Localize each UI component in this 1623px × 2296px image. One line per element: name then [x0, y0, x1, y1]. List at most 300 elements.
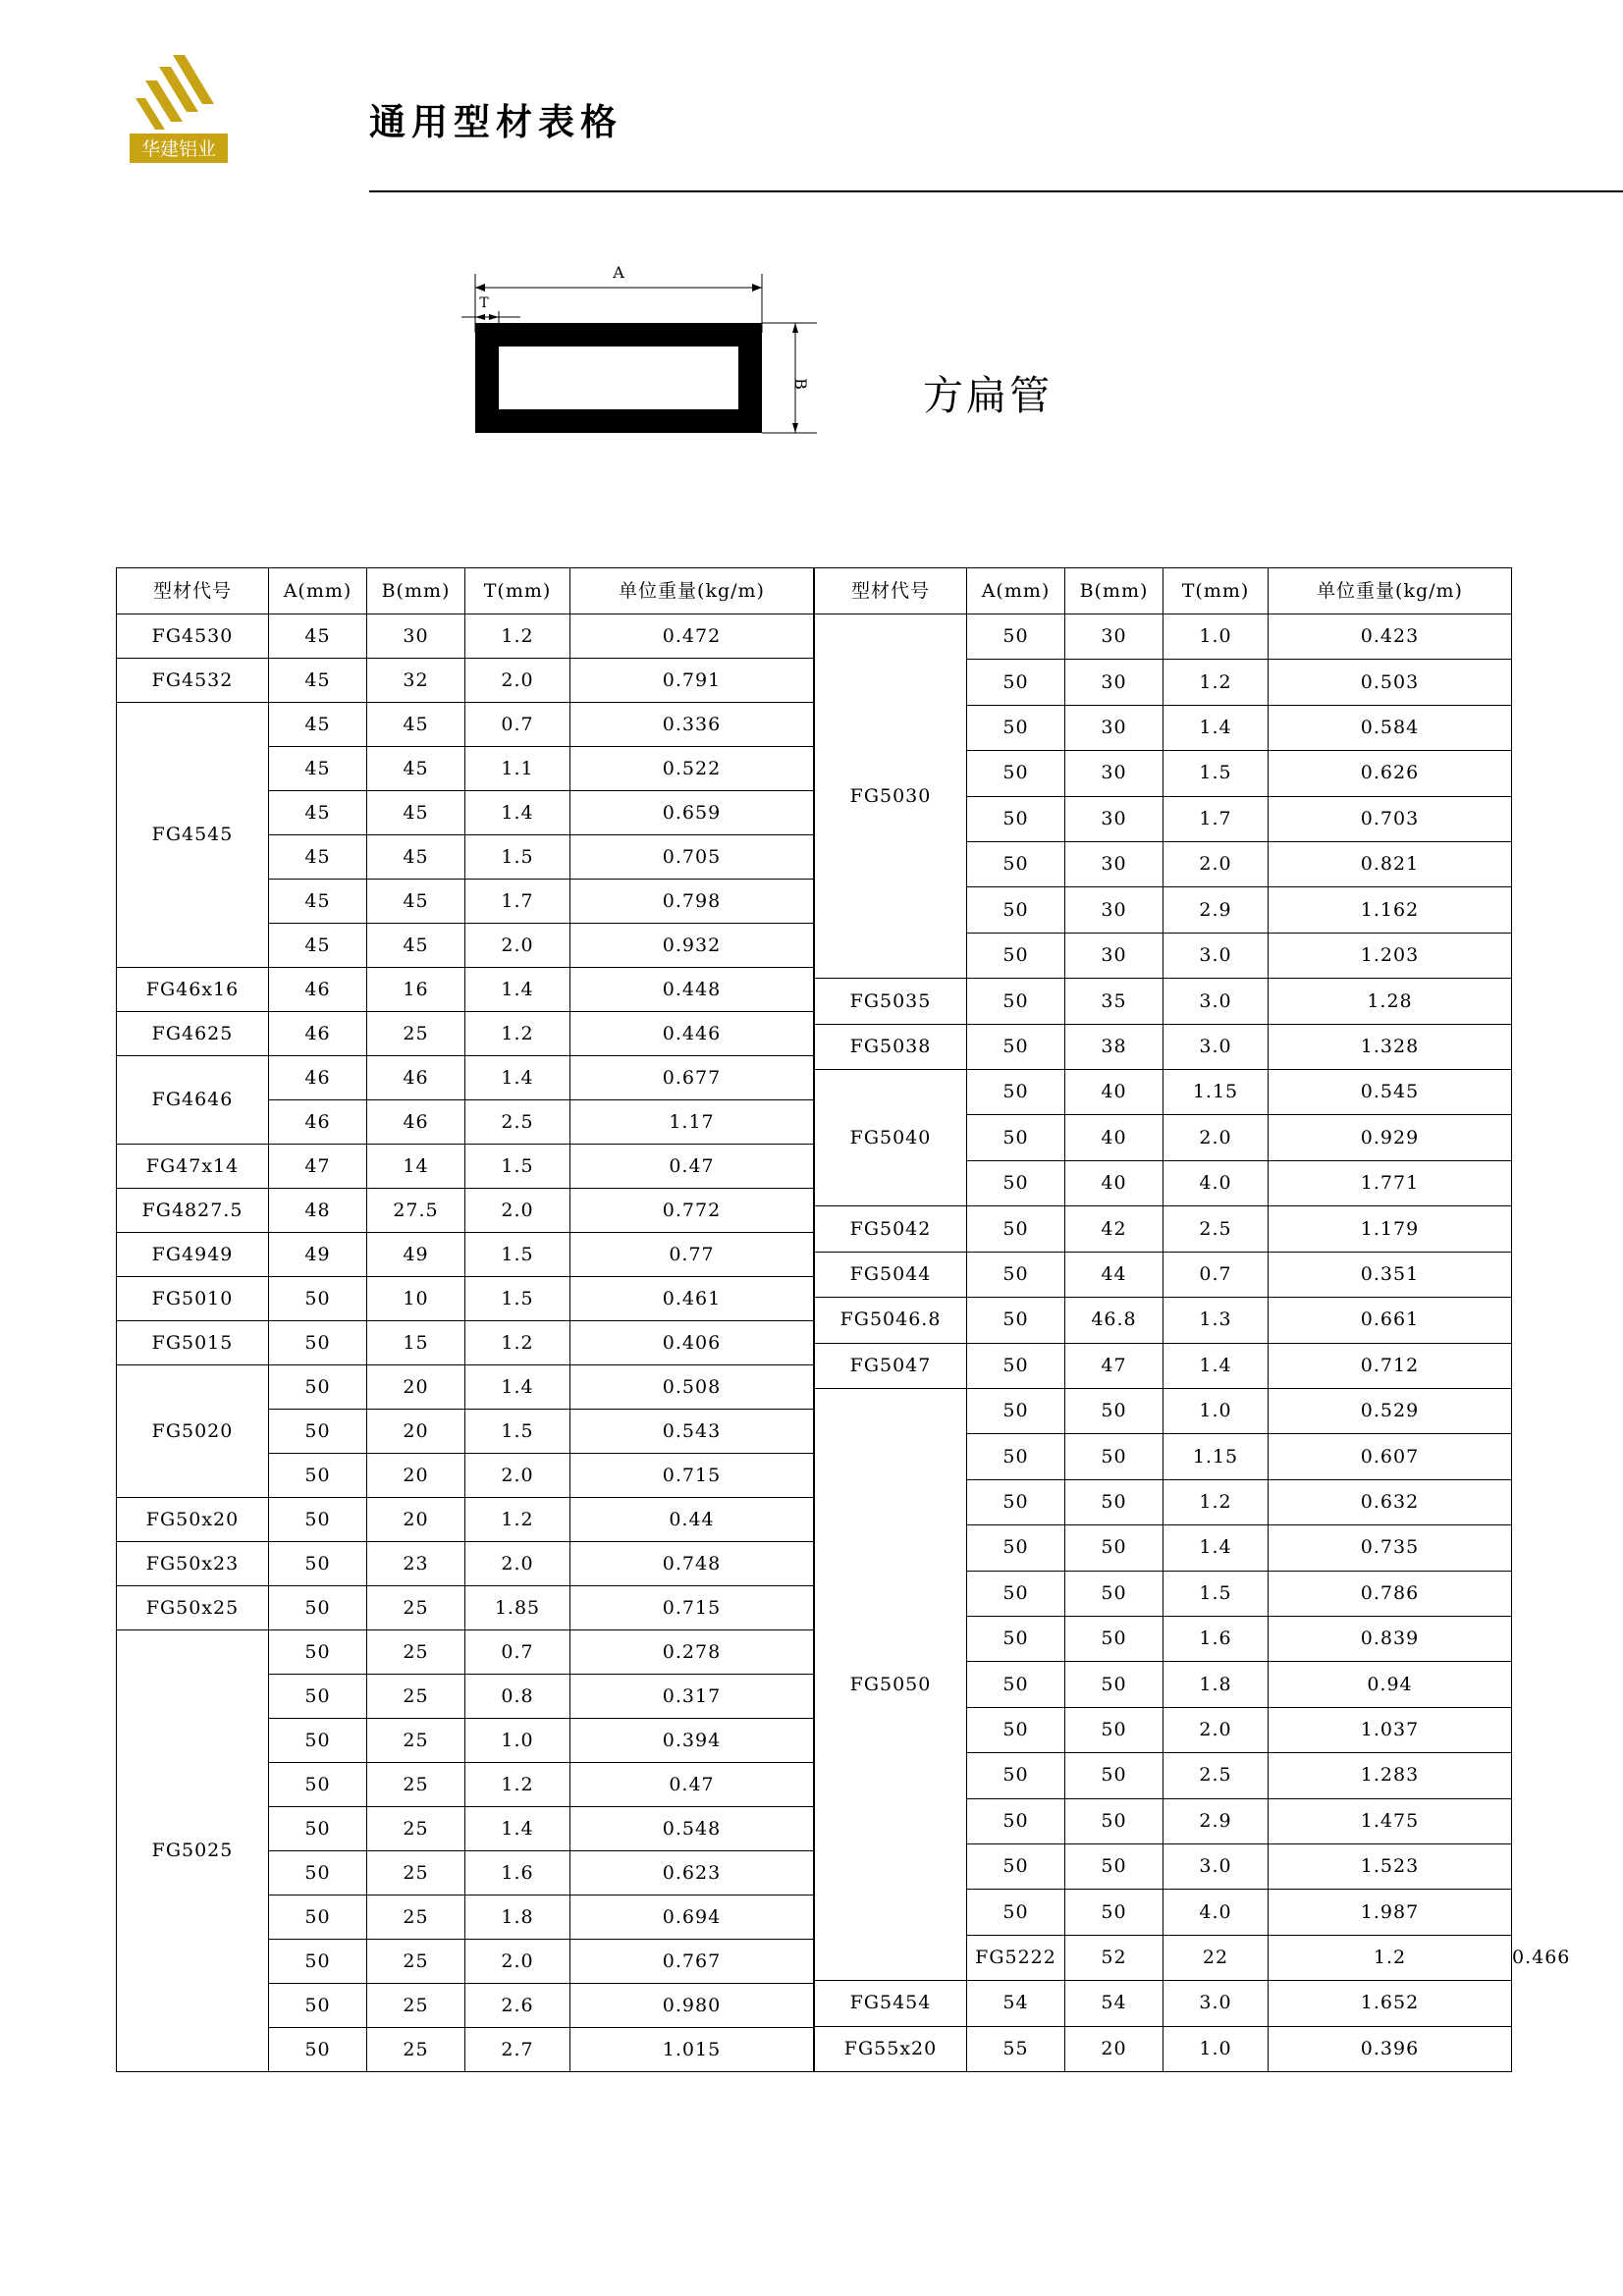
cell-dimension-b: 50 [1065, 1616, 1163, 1661]
cell-unit-weight: 1.17 [570, 1100, 814, 1145]
cell-dimension-a: 50 [967, 1707, 1065, 1752]
table-body-left [117, 614, 814, 2072]
company-logo-icon [116, 51, 242, 167]
cell-dimension-a: 50 [269, 1807, 367, 1851]
cell-dimension-a: 54 [967, 1981, 1065, 2026]
col-header-b: B(mm) [367, 568, 465, 614]
spec-tables [116, 567, 1571, 2072]
cell-thickness: 1.8 [1163, 1662, 1269, 1707]
table-body-right [815, 614, 1571, 2072]
cell-thickness: 1.0 [465, 1719, 570, 1763]
cell-thickness: 3.0 [1163, 1981, 1269, 2026]
cell-dimension-b: 50 [1065, 1798, 1163, 1843]
cell-dimension-b: 25 [367, 1807, 465, 1851]
cell-dimension-b: 14 [367, 1145, 465, 1189]
cell-profile-code: FG47x14 [117, 1145, 269, 1189]
table-row [117, 1321, 814, 1365]
cell-unit-weight: 0.543 [570, 1410, 814, 1454]
cell-dimension-a: 50 [967, 887, 1065, 933]
cell-unit-weight: 0.406 [570, 1321, 814, 1365]
cell-profile-code: FG5047 [815, 1343, 967, 1388]
cell-thickness: 1.6 [1163, 1616, 1269, 1661]
cell-thickness: 1.4 [1163, 1525, 1269, 1571]
cell-dimension-b: 45 [367, 880, 465, 924]
table-row [815, 1070, 1512, 1115]
cell-unit-weight: 0.522 [570, 747, 814, 791]
table-row [117, 1233, 814, 1277]
cell-dimension-a: 50 [269, 1321, 367, 1365]
col-header-weight: 单位重量(kg/m) [570, 568, 814, 614]
cell-profile-code: FG50x25 [117, 1586, 269, 1630]
cell-profile-code: FG46x16 [117, 968, 269, 1012]
cell-thickness: 2.5 [465, 1100, 570, 1145]
cell-unit-weight: 0.735 [1269, 1525, 1512, 1571]
cell-thickness: 2.7 [465, 2028, 570, 2072]
cell-dimension-b: 38 [1065, 1024, 1163, 1069]
cell-dimension-a: 50 [967, 1434, 1065, 1479]
svg-text:T: T [479, 295, 489, 311]
cell-thickness: 1.0 [1163, 614, 1269, 660]
cell-unit-weight: 1.328 [1269, 1024, 1512, 1069]
cell-dimension-b: 30 [1065, 614, 1163, 660]
cell-unit-weight: 0.715 [570, 1454, 814, 1498]
cell-unit-weight: 1.771 [1269, 1160, 1512, 1205]
cell-unit-weight: 0.839 [1269, 1616, 1512, 1661]
cell-dimension-a: 50 [269, 1675, 367, 1719]
cell-thickness: 0.7 [1163, 1252, 1269, 1297]
cell-thickness: 1.7 [1163, 796, 1269, 841]
cell-dimension-b: 50 [1065, 1753, 1163, 1798]
cell-unit-weight: 1.987 [1269, 1890, 1512, 1935]
cell-unit-weight: 0.772 [570, 1189, 814, 1233]
cell-dimension-b: 20 [367, 1365, 465, 1410]
cell-thickness: 2.9 [1163, 887, 1269, 933]
table-row [815, 1298, 1512, 1343]
table-row [117, 1056, 814, 1100]
header-divider [369, 190, 1623, 192]
cell-dimension-b: 22 [1163, 1935, 1269, 1980]
cell-unit-weight: 0.659 [570, 791, 814, 835]
cell-unit-weight: 0.472 [570, 614, 814, 659]
cell-dimension-a: 50 [269, 1763, 367, 1807]
cell-dimension-a: 50 [269, 1410, 367, 1454]
cell-unit-weight: 1.475 [1269, 1798, 1512, 1843]
cell-dimension-a: 50 [967, 1890, 1065, 1935]
table-row [815, 1206, 1512, 1252]
cell-dimension-a: 50 [967, 796, 1065, 841]
cell-unit-weight: 0.712 [1269, 1343, 1512, 1388]
cell-dimension-b: 35 [1065, 979, 1163, 1024]
cell-thickness: 1.1 [465, 747, 570, 791]
cell-thickness: 2.0 [1163, 842, 1269, 887]
cell-thickness: 2.0 [465, 1940, 570, 1984]
cell-profile-code: FG50x23 [117, 1542, 269, 1586]
cell-dimension-a: 50 [967, 1160, 1065, 1205]
cell-dimension-b: 25 [367, 1719, 465, 1763]
cell-thickness: 1.4 [1163, 1343, 1269, 1388]
cell-profile-code: FG50x20 [117, 1498, 269, 1542]
cell-unit-weight: 1.203 [1269, 933, 1512, 978]
col-header-a: A(mm) [269, 568, 367, 614]
cell-dimension-b: 46 [367, 1100, 465, 1145]
col-header-a: A(mm) [967, 568, 1065, 614]
cell-dimension-b: 50 [1065, 1388, 1163, 1433]
cell-dimension-b: 45 [367, 791, 465, 835]
table-row [117, 703, 814, 747]
col-header-code: 型材代号 [815, 568, 967, 614]
cell-dimension-a: 50 [967, 1616, 1065, 1661]
cell-dimension-a: 50 [269, 2028, 367, 2072]
cell-dimension-a: 50 [269, 1277, 367, 1321]
cell-thickness: 1.8 [465, 1896, 570, 1940]
cell-dimension-b: 40 [1065, 1070, 1163, 1115]
cell-dimension-a: 46 [269, 968, 367, 1012]
table-row [117, 614, 814, 659]
cell-dimension-a: 46 [269, 1100, 367, 1145]
table-row [117, 1189, 814, 1233]
table-row [815, 979, 1512, 1024]
cell-thickness: 1.2 [465, 1321, 570, 1365]
cell-thickness: 0.7 [465, 703, 570, 747]
cell-thickness: 1.2 [465, 614, 570, 659]
cell-unit-weight: 0.786 [1269, 1571, 1512, 1616]
cell-unit-weight: 0.623 [570, 1851, 814, 1896]
cell-unit-weight: 0.932 [570, 924, 814, 968]
spec-table-right [814, 567, 1571, 2072]
table-row [815, 1981, 1512, 2026]
cell-thickness: 2.0 [1163, 1707, 1269, 1752]
cell-dimension-a: 50 [967, 933, 1065, 978]
cell-dimension-b: 40 [1065, 1115, 1163, 1160]
cell-thickness: 1.4 [465, 1056, 570, 1100]
cell-unit-weight: 0.703 [1269, 796, 1512, 841]
cell-thickness: 2.0 [465, 659, 570, 703]
cell-unit-weight: 0.336 [570, 703, 814, 747]
cell-dimension-a: 50 [967, 1206, 1065, 1252]
cell-profile-code: FG5040 [815, 1070, 967, 1206]
table-row [117, 1630, 814, 1675]
cell-unit-weight: 1.015 [570, 2028, 814, 2072]
cell-thickness: 1.5 [1163, 751, 1269, 796]
cell-unit-weight: 0.929 [1269, 1115, 1512, 1160]
cell-dimension-b: 45 [367, 924, 465, 968]
table-row [815, 614, 1512, 660]
col-header-b: B(mm) [1065, 568, 1163, 614]
cell-unit-weight: 0.44 [570, 1498, 814, 1542]
table-row [815, 1024, 1512, 1069]
cell-unit-weight: 0.626 [1269, 751, 1512, 796]
cell-dimension-b: 40 [1065, 1160, 1163, 1205]
cell-thickness: 3.0 [1163, 979, 1269, 1024]
cell-profile-code: FG5010 [117, 1277, 269, 1321]
cell-unit-weight: 0.632 [1269, 1479, 1512, 1524]
table-row [117, 968, 814, 1012]
cell-unit-weight: 0.448 [570, 968, 814, 1012]
cell-dimension-b: 23 [367, 1542, 465, 1586]
cell-dimension-b: 15 [367, 1321, 465, 1365]
cell-dimension-a: 50 [967, 1525, 1065, 1571]
cell-thickness: 2.6 [465, 1984, 570, 2028]
cell-unit-weight: 0.705 [570, 835, 814, 880]
col-header-code: 型材代号 [117, 568, 269, 614]
cell-dimension-a: 50 [269, 1984, 367, 2028]
cell-dimension-b: 25 [367, 2028, 465, 2072]
cell-dimension-b: 30 [1065, 933, 1163, 978]
table-row [815, 1388, 1512, 1433]
table-row [815, 1343, 1512, 1388]
cell-profile-code: FG5454 [815, 1981, 967, 2026]
cell-unit-weight: 0.694 [570, 1896, 814, 1940]
document-header [116, 51, 1510, 160]
svg-text:A: A [613, 263, 624, 282]
cell-thickness: 1.4 [465, 1365, 570, 1410]
cell-unit-weight: 0.545 [1269, 1070, 1512, 1115]
cell-unit-weight: 0.715 [570, 1586, 814, 1630]
cell-dimension-a: 50 [967, 842, 1065, 887]
cell-unit-weight: 0.278 [570, 1630, 814, 1675]
cell-unit-weight: 0.821 [1269, 842, 1512, 887]
cell-unit-weight: 0.767 [570, 1940, 814, 1984]
cell-thickness: 1.5 [465, 1277, 570, 1321]
cell-dimension-a: 50 [967, 1343, 1065, 1388]
cell-dimension-a: 50 [269, 1896, 367, 1940]
cell-dimension-a: 49 [269, 1233, 367, 1277]
cell-profile-code: FG5020 [117, 1365, 269, 1498]
cell-dimension-b: 25 [367, 1984, 465, 2028]
cell-dimension-b: 50 [1065, 1571, 1163, 1616]
cell-unit-weight: 0.47 [570, 1763, 814, 1807]
cell-profile-code: FG5044 [815, 1252, 967, 1297]
cell-thickness: 1.2 [465, 1012, 570, 1056]
cell-dimension-b: 20 [1065, 2026, 1163, 2071]
cell-unit-weight: 0.94 [1269, 1662, 1512, 1707]
cell-dimension-a: 45 [269, 659, 367, 703]
table-row [117, 1277, 814, 1321]
cell-dimension-b: 49 [367, 1233, 465, 1277]
cell-dimension-b: 25 [367, 1896, 465, 1940]
cell-thickness: 2.5 [1163, 1206, 1269, 1252]
cell-thickness: 2.0 [1163, 1115, 1269, 1160]
cross-section-diagram [452, 260, 844, 456]
cell-thickness: 1.5 [465, 835, 570, 880]
cell-dimension-b: 27.5 [367, 1189, 465, 1233]
table-row [117, 1365, 814, 1410]
cell-dimension-b: 50 [1065, 1890, 1163, 1935]
table-row [117, 659, 814, 703]
cell-unit-weight: 1.037 [1269, 1707, 1512, 1752]
cell-thickness: 1.0 [1163, 1388, 1269, 1433]
cell-dimension-a: 50 [967, 1024, 1065, 1069]
cell-unit-weight: 0.791 [570, 659, 814, 703]
cell-dimension-a: 45 [269, 614, 367, 659]
cell-dimension-b: 25 [367, 1851, 465, 1896]
cell-dimension-a: 50 [967, 1388, 1065, 1433]
cell-dimension-a: 50 [967, 1798, 1065, 1843]
cell-thickness: 1.4 [465, 1807, 570, 1851]
cell-unit-weight: 0.77 [570, 1233, 814, 1277]
cell-profile-code: FG55x20 [815, 2026, 967, 2071]
cell-profile-code: FG5015 [117, 1321, 269, 1365]
cell-unit-weight: 1.28 [1269, 979, 1512, 1024]
cell-unit-weight: 0.317 [570, 1675, 814, 1719]
cell-thickness: 3.0 [1163, 1843, 1269, 1889]
cell-thickness: 0.7 [465, 1630, 570, 1675]
cell-unit-weight: 0.47 [570, 1145, 814, 1189]
cell-dimension-a: 50 [967, 1571, 1065, 1616]
cell-profile-code: FG5035 [815, 979, 967, 1024]
cell-unit-weight: 1.652 [1269, 1981, 1512, 2026]
cell-dimension-b: 30 [1065, 796, 1163, 841]
cell-unit-weight: 0.508 [570, 1365, 814, 1410]
cell-unit-weight: 1.179 [1269, 1206, 1512, 1252]
cell-profile-code: FG4530 [117, 614, 269, 659]
cell-unit-weight: 0.529 [1269, 1388, 1512, 1433]
cell-thickness: 1.5 [1163, 1571, 1269, 1616]
cell-dimension-a: 48 [269, 1189, 367, 1233]
cell-dimension-a: 50 [967, 1252, 1065, 1297]
cell-dimension-a: 50 [269, 1542, 367, 1586]
cell-dimension-a: 47 [269, 1145, 367, 1189]
cell-dimension-a: 50 [967, 1753, 1065, 1798]
cell-dimension-b: 30 [367, 614, 465, 659]
col-header-weight: 单位重量(kg/m) [1269, 568, 1512, 614]
cell-profile-code: FG4532 [117, 659, 269, 703]
cell-thickness: 1.6 [465, 1851, 570, 1896]
cell-unit-weight: 0.584 [1269, 705, 1512, 750]
cell-dimension-a: 50 [967, 1479, 1065, 1524]
cell-thickness: 1.15 [1163, 1434, 1269, 1479]
cell-thickness: 1.5 [465, 1233, 570, 1277]
cell-dimension-b: 20 [367, 1410, 465, 1454]
cell-profile-code: FG4827.5 [117, 1189, 269, 1233]
cell-unit-weight: 0.446 [570, 1012, 814, 1056]
cell-dimension-b: 10 [367, 1277, 465, 1321]
cell-unit-weight: 0.503 [1269, 660, 1512, 705]
cell-unit-weight: 0.677 [570, 1056, 814, 1100]
cell-dimension-b: 44 [1065, 1252, 1163, 1297]
cell-thickness: 1.5 [465, 1145, 570, 1189]
cell-dimension-b: 25 [367, 1763, 465, 1807]
cell-thickness: 1.0 [1163, 2026, 1269, 2071]
table-row [117, 1145, 814, 1189]
table-row [117, 1498, 814, 1542]
cell-unit-weight: 0.461 [570, 1277, 814, 1321]
cell-dimension-b: 50 [1065, 1707, 1163, 1752]
cell-unit-weight: 0.661 [1269, 1298, 1512, 1343]
cell-thickness: 1.7 [465, 880, 570, 924]
cell-dimension-a: 45 [269, 880, 367, 924]
cell-profile-code: FG5038 [815, 1024, 967, 1069]
cell-profile-code: FG4646 [117, 1056, 269, 1145]
cell-dimension-b: 54 [1065, 1981, 1163, 2026]
cell-thickness: 2.9 [1163, 1798, 1269, 1843]
cell-dimension-b: 50 [1065, 1662, 1163, 1707]
cell-thickness: 1.2 [1269, 1935, 1512, 1980]
cell-unit-weight: 1.523 [1269, 1843, 1512, 1889]
cell-dimension-b: 30 [1065, 887, 1163, 933]
cell-dimension-b: 47 [1065, 1343, 1163, 1388]
col-header-t: T(mm) [465, 568, 570, 614]
cell-dimension-a: 55 [967, 2026, 1065, 2071]
cell-dimension-a: 50 [967, 979, 1065, 1024]
cell-profile-code: FG5046.8 [815, 1298, 967, 1343]
cell-dimension-a: 50 [269, 1940, 367, 1984]
cell-dimension-a: 50 [967, 751, 1065, 796]
table-row [815, 2026, 1512, 2071]
cell-thickness: 3.0 [1163, 933, 1269, 978]
cell-profile-code: FG5030 [815, 614, 967, 979]
cell-thickness: 2.0 [465, 1454, 570, 1498]
spec-table-left [116, 567, 814, 2072]
cell-unit-weight: 0.396 [1269, 2026, 1512, 2071]
cell-dimension-b: 45 [367, 703, 465, 747]
cell-profile-code: FG5042 [815, 1206, 967, 1252]
cell-dimension-a: 45 [269, 924, 367, 968]
cell-dimension-b: 25 [367, 1630, 465, 1675]
cell-dimension-b: 50 [1065, 1434, 1163, 1479]
cell-dimension-a: 50 [967, 1298, 1065, 1343]
cell-profile-code: FG5050 [815, 1388, 967, 1980]
cell-dimension-b: 45 [367, 835, 465, 880]
cell-dimension-a: 52 [1065, 1935, 1163, 1980]
page-title: 通用型材表格 [369, 101, 622, 143]
cell-profile-code: FG4545 [117, 703, 269, 968]
table-row [117, 1542, 814, 1586]
cell-dimension-b: 46.8 [1065, 1298, 1163, 1343]
cell-unit-weight: 0.394 [570, 1719, 814, 1763]
cell-unit-weight: 0.798 [570, 880, 814, 924]
cell-dimension-a: 45 [269, 747, 367, 791]
cell-thickness: 1.3 [1163, 1298, 1269, 1343]
shape-title: 方扁管 [923, 372, 1053, 419]
cell-dimension-a: 50 [269, 1851, 367, 1896]
cell-unit-weight: 0.423 [1269, 614, 1512, 660]
cell-dimension-a: 50 [967, 1662, 1065, 1707]
cell-dimension-b: 25 [367, 1675, 465, 1719]
cell-dimension-b: 50 [1065, 1525, 1163, 1571]
cell-dimension-b: 46 [367, 1056, 465, 1100]
cell-thickness: 1.5 [465, 1410, 570, 1454]
svg-text:华建铝业: 华建铝业 [140, 138, 217, 160]
cell-unit-weight: 0.748 [570, 1542, 814, 1586]
cell-dimension-a: 50 [967, 614, 1065, 660]
cell-dimension-a: 50 [967, 660, 1065, 705]
cell-thickness: 0.8 [465, 1675, 570, 1719]
cell-thickness: 2.5 [1163, 1753, 1269, 1798]
cell-dimension-a: 50 [967, 1843, 1065, 1889]
cell-dimension-b: 20 [367, 1454, 465, 1498]
cell-dimension-b: 50 [1065, 1843, 1163, 1889]
cell-dimension-b: 20 [367, 1498, 465, 1542]
svg-text:B: B [791, 378, 810, 390]
cell-thickness: 1.2 [465, 1763, 570, 1807]
cell-dimension-a: 50 [967, 1115, 1065, 1160]
cell-unit-weight: 0.980 [570, 1984, 814, 2028]
cell-thickness: 3.0 [1163, 1024, 1269, 1069]
cell-dimension-b: 30 [1065, 751, 1163, 796]
cell-dimension-a: 50 [269, 1454, 367, 1498]
cell-dimension-b: 25 [367, 1940, 465, 1984]
cell-thickness: 2.0 [465, 924, 570, 968]
cell-dimension-a: 46 [269, 1056, 367, 1100]
cell-dimension-b: 50 [1065, 1479, 1163, 1524]
cell-thickness: 4.0 [1163, 1890, 1269, 1935]
table-header-row [815, 568, 1512, 614]
cell-unit-weight: 0.548 [570, 1807, 814, 1851]
cell-unit-weight: 1.283 [1269, 1753, 1512, 1798]
cell-thickness: 1.15 [1163, 1070, 1269, 1115]
cell-profile-code: FG5222 [967, 1935, 1065, 1980]
